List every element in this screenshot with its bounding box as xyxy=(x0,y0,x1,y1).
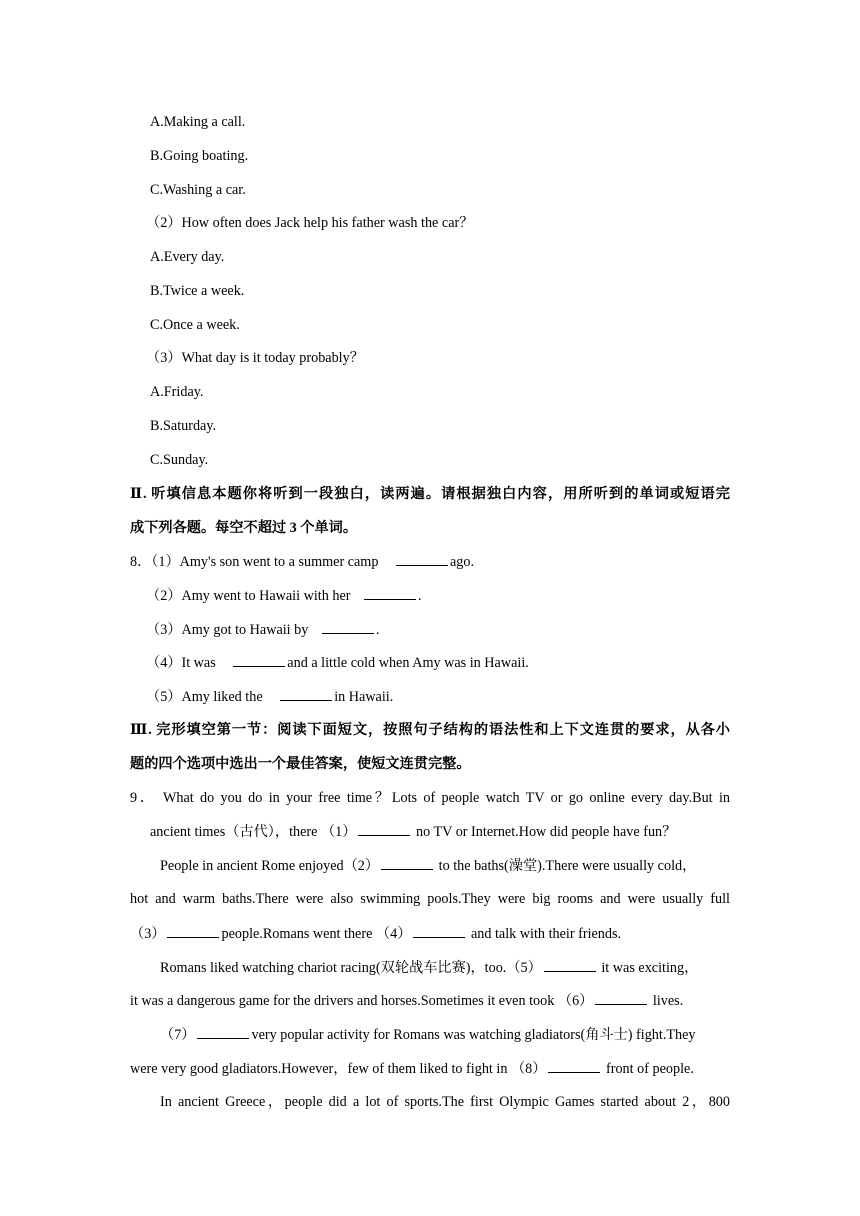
q9-line-10: In ancient Greece，people did a lot of sports.The first Olympic Games started about 2，800 xyxy=(160,1094,730,1110)
q7-2-question: （2）How often does Jack help his father wash the car？ xyxy=(146,215,474,231)
q9-line-7-text: it was a dangerous game for the drivers and horses.Sometimes it even took （6） xyxy=(130,993,594,1009)
answer-blank[interactable] xyxy=(548,1058,600,1073)
q9-line-9 xyxy=(130,1058,694,1079)
answer-blank[interactable] xyxy=(364,585,416,600)
q9-line-2-tail: no TV or Internet.How did people have fun？ xyxy=(412,824,677,840)
q9-line-7-tail: lives. xyxy=(649,993,684,1009)
q8-3-tail: . xyxy=(375,622,380,638)
answer-blank[interactable] xyxy=(197,1024,249,1039)
q9-line-2-text: ancient times（古代），there （1） xyxy=(150,824,357,840)
section-2-heading-line2: 成下列各题。每空不超过 3 个单词。 xyxy=(130,520,358,536)
q7-2-option-a: A.Every day. xyxy=(150,249,225,265)
q9-line-5-text: （3） xyxy=(130,926,166,942)
q7-3-option-c: C.Sunday. xyxy=(150,452,209,468)
q8-2-text: （2）Amy went to Hawaii with her xyxy=(146,588,351,604)
q7-3-option-b: B.Saturday. xyxy=(150,418,217,434)
q9-line-5-mid: people.Romans went there （4） xyxy=(221,926,412,942)
q8-item-2 xyxy=(146,585,422,606)
q8-1-text: 8．（1）Amy's son went to a summer camp xyxy=(130,554,379,570)
q9-line-3-text: People in ancient Rome enjoyed（2） xyxy=(160,858,380,874)
q9-line-5-tail: and talk with their friends. xyxy=(467,926,622,942)
answer-blank[interactable] xyxy=(595,990,647,1005)
q9-line-9-text: were very good gladiators.However，few of them liked to fight in （8） xyxy=(130,1061,547,1077)
answer-blank[interactable] xyxy=(358,821,410,836)
q9-line-8-text: （7） xyxy=(160,1027,196,1043)
answer-blank[interactable] xyxy=(167,923,219,938)
q8-5-text: （5）Amy liked the xyxy=(146,689,263,705)
answer-blank[interactable] xyxy=(413,923,465,938)
q9-line-9-tail: front of people. xyxy=(602,1061,694,1077)
q7-2-option-c: C.Once a week. xyxy=(150,317,240,333)
answer-blank[interactable] xyxy=(280,686,332,701)
answer-blank[interactable] xyxy=(322,619,374,634)
section-2-heading-line1: Ⅱ. 听填信息本题你将听到一段独白，读两遍。请根据独白内容，用所听到的单词或短语完 xyxy=(130,486,730,502)
q8-3-text: （3）Amy got to Hawaii by xyxy=(146,622,309,638)
answer-blank[interactable] xyxy=(544,957,596,972)
q7-3-option-a: A.Friday. xyxy=(150,384,204,400)
q8-4-text: （4）It was xyxy=(146,655,216,671)
answer-blank[interactable] xyxy=(233,652,285,667)
q7-1-option-b: B.Going boating. xyxy=(150,148,249,164)
q7-3-question: （3）What day is it today probably？ xyxy=(146,350,364,366)
q7-1-option-a: A.Making a call. xyxy=(150,114,246,130)
q7-2-option-b: B.Twice a week. xyxy=(150,283,245,299)
q7-1-option-c: C.Washing a car. xyxy=(150,182,246,198)
q9-line-6 xyxy=(160,957,698,978)
q9-line-5 xyxy=(130,923,621,944)
q8-2-tail: . xyxy=(418,588,422,604)
q9-line-3 xyxy=(160,855,696,876)
q8-5-tail: in Hawaii. xyxy=(334,689,394,705)
q9-line-1: 9． What do you do in your free time？Lots of people watch TV or go online every day.But in xyxy=(130,790,730,806)
q9-line-2 xyxy=(150,821,676,842)
q9-line-6-tail: it was exciting， xyxy=(597,960,699,976)
q9-line-3-tail: to the baths(澡堂).There were usually cold， xyxy=(435,858,697,874)
q9-line-6-text: Romans liked watching chariot racing(双轮战车比赛)，too.（5） xyxy=(160,960,542,976)
q8-item-5 xyxy=(146,686,393,707)
section-3-heading-line2: 题的四个选项中选出一个最佳答案，使短文连贯完整。 xyxy=(130,756,471,772)
q8-item-4 xyxy=(146,652,529,673)
q9-line-7 xyxy=(130,990,683,1011)
q9-line-8-tail: very popular activity for Romans was watching gladiators(角斗士) fight.They xyxy=(251,1027,696,1043)
answer-blank[interactable] xyxy=(396,551,448,566)
q9-line-4: hot and warm baths.There were also swimming pools.They were big rooms and were usually full xyxy=(130,891,730,907)
q9-line-8 xyxy=(160,1024,696,1045)
section-3-heading-line1: Ⅲ. 完形填空第一节：阅读下面短文，按照句子结构的语法性和上下文连贯的要求，从各小 xyxy=(130,722,730,738)
q8-4-tail: and a little cold when Amy was in Hawaii. xyxy=(287,655,529,671)
q8-item-1 xyxy=(130,551,474,572)
q8-item-3 xyxy=(146,619,379,640)
q8-1-tail: ago. xyxy=(449,554,475,570)
answer-blank[interactable] xyxy=(381,855,433,870)
